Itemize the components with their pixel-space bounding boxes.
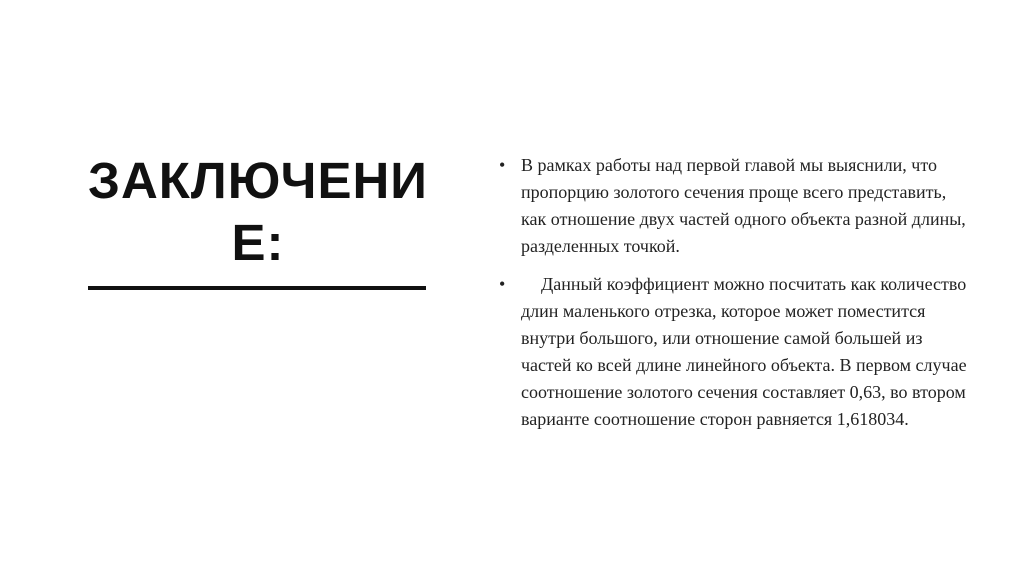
bullet-text: Данный коэффициент можно посчитать как количество длин маленького отрезка, которое может поместится внутри большого, или отношение самой большей из частей ко всей длине линейного объекта. В первом случае соотношение золотого сечения составляет 0,63, во втором варианте соотношение сторон равняется 1,618034. bbox=[521, 274, 967, 429]
bullet-dot-icon: • bbox=[499, 274, 506, 294]
slide-title: ЗАКЛЮЧЕНИЕ: bbox=[88, 152, 428, 271]
bullet-item bbox=[497, 271, 967, 433]
bullet-item bbox=[497, 152, 967, 260]
title-underline bbox=[88, 286, 426, 290]
bullet-dot-icon: • bbox=[499, 155, 506, 175]
slide-content bbox=[497, 152, 967, 444]
title-block bbox=[78, 150, 438, 274]
bullet-list bbox=[497, 152, 967, 433]
bullet-text: В рамках работы над первой главой мы выяснили, что пропорцию золотого сечения проще всего представить, как отношение двух частей одного объекта разной длины, разделенных точкой. bbox=[521, 155, 966, 256]
